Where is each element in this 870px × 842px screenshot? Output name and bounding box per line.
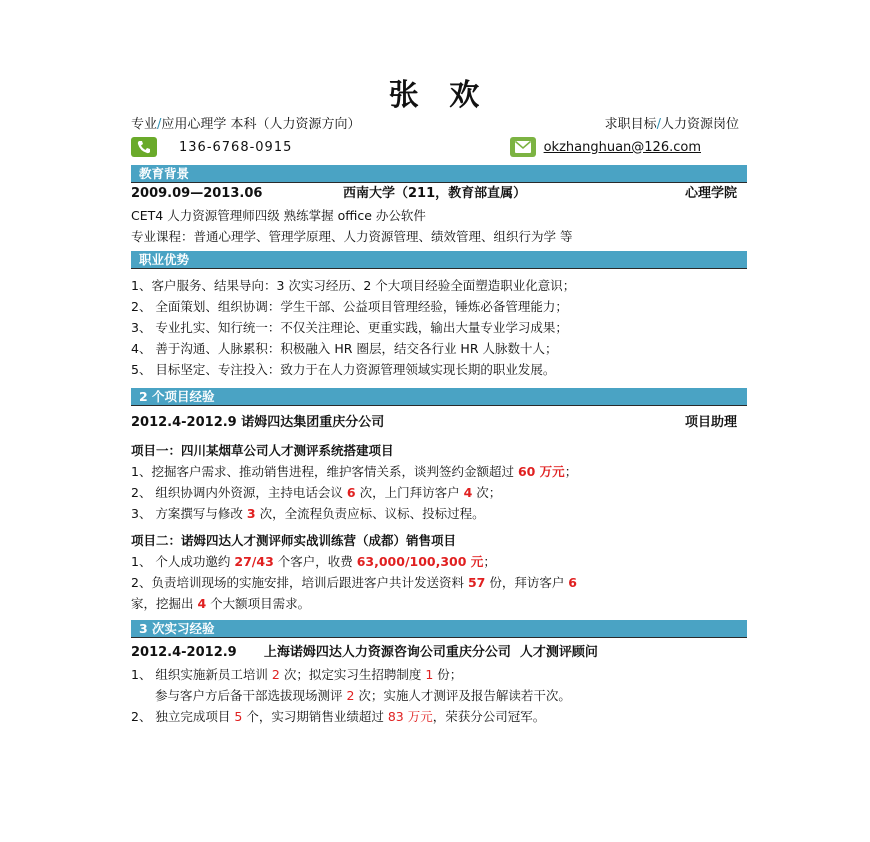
email-icon xyxy=(510,137,536,157)
major-label: 专业 xyxy=(131,117,158,132)
internship-line-1: 1、 组织实施新员工培训 2 次；拟定实习生招聘制度 1 份； xyxy=(131,667,463,682)
internship-company-row xyxy=(131,642,747,664)
section-strengths-header: 职业优势 xyxy=(131,251,747,269)
project-one-line-2: 2、 组织协调内外资源，主持电话会议 6 次，上门拜访客户 4 次； xyxy=(131,485,502,500)
project-two-line-3: 家，挖掘出 4 个大额项目需求。 xyxy=(131,596,311,611)
project-period-company: 2012.4-2012.9 诺姆四达集团重庆分公司 xyxy=(131,415,385,430)
major-value: 应用心理学 本科（人力资源方向） xyxy=(161,117,361,132)
education-courses: 专业课程：普通心理学、管理学原理、人力资源管理、绩效管理、组织行为学 等 xyxy=(131,229,573,244)
strength-item: 2、 全面策划、组织协调：学生干部、公益项目管理经验，锤炼必备管理能力； xyxy=(131,299,568,314)
internship-line-3: 2、 独立完成项目 5 个，实习期销售业绩超过 83 万元，荣获分公司冠军。 xyxy=(131,709,546,724)
project-one-line-3: 3、 方案撰写与修改 3 次，全流程负责应标、议标、投标过程。 xyxy=(131,506,485,521)
major-info: 专业/应用心理学 本科（人力资源方向） xyxy=(131,117,361,132)
email-contact xyxy=(510,137,701,157)
contact-row xyxy=(131,135,747,159)
strength-item: 3、 专业扎实、知行统一：不仅关注理论、更重实践，输出大量专业学习成果； xyxy=(131,320,568,335)
phone-icon xyxy=(131,137,157,157)
project-two-line-2: 2、负责培训现场的实施安排，培训后跟进客户共计发送资料 57 份，拜访客户 6 xyxy=(131,575,577,590)
goal-info: 求职目标/人力资源岗位 xyxy=(604,117,739,132)
education-school: 西南大学（211，教育部直属） xyxy=(343,186,527,201)
internship-line-2: 参与客户方后备干部选拔现场测评 2 次；实施人才测评及报告解读若干次。 xyxy=(155,688,571,703)
resume-page xyxy=(131,76,747,727)
section-education-header: 教育背景 xyxy=(131,165,747,183)
header-info-row xyxy=(131,116,747,134)
project-one-line-1: 1、挖掘客户需求、推动销售进程，维护客情关系，谈判签约金额超过 60 万元； xyxy=(131,464,578,479)
phone-number: 136-6768-0915 xyxy=(179,139,293,155)
education-college: 心理学院 xyxy=(684,186,737,201)
project-two-line-1: 1、 个人成功邀约 27/43 个客户，收费 63,000/100,300 元； xyxy=(131,554,496,569)
resume-name: 张 欢 xyxy=(388,78,490,113)
section-projects-header: 2 个项目经验 xyxy=(131,388,747,406)
strength-item: 5、 目标坚定、专注投入：致力于在人力资源管理领域实现长期的职业发展。 xyxy=(131,362,556,377)
strength-item: 4、 善于沟通、人脉累积：积极融入 HR 圈层，结交各行业 HR 人脉数十人； xyxy=(131,341,558,356)
section-internships-header: 3 次实习经验 xyxy=(131,620,747,638)
internship-period-company: 2012.4-2012.9 上海诺姆四达人力资源咨询公司重庆分公司 人才测评顾问 xyxy=(131,645,598,660)
email-link[interactable]: okzhanghuan@126.com xyxy=(543,139,701,155)
project-two-title: 项目二：诺姆四达人才测评师实战训练营（成都）销售项目 xyxy=(131,533,457,548)
project-role: 项目助理 xyxy=(684,415,737,430)
education-row xyxy=(131,183,747,205)
goal-value: 人力资源岗位 xyxy=(660,117,739,132)
goal-label: 求职目标 xyxy=(604,117,657,132)
strength-item: 1、客户服务、结果导向：3 次实习经历、2 个大项目经验全面塑造职业化意识； xyxy=(131,278,576,293)
education-period: 2009.09—2013.06 xyxy=(131,186,263,201)
education-certs: CET4 人力资源管理师四级 熟练掌握 office 办公软件 xyxy=(131,208,426,223)
project-company-row xyxy=(131,412,747,434)
project-one-title: 项目一：四川某烟草公司人才测评系统搭建项目 xyxy=(131,443,394,458)
